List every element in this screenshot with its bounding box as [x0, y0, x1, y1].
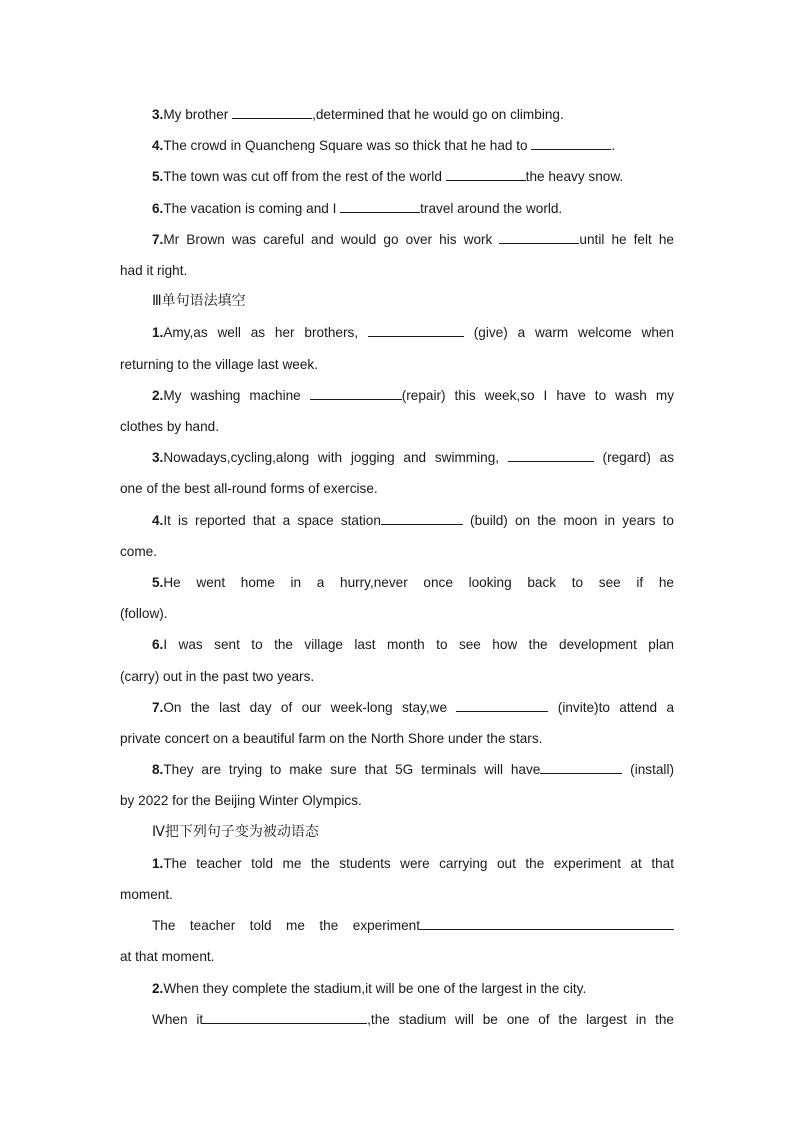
answer-blank[interactable] [232, 106, 312, 119]
question-text: (give) a warm welcome when [463, 325, 674, 341]
question-text: Nowadays,cycling,along with jogging and swimming, [163, 450, 508, 466]
answer-blank[interactable] [368, 324, 464, 337]
question-text: My brother [163, 107, 233, 122]
question-2-7 [120, 224, 674, 255]
question-3-2-cont: clothes by hand. [120, 419, 219, 435]
question-text: On the last day of our week-long stay,we [163, 699, 457, 715]
answer-text: ,the stadium will be one of the largest in the [367, 1011, 674, 1027]
question-text: He went home in a hurry,never once looking back to see if he [163, 575, 674, 591]
answer-4-1 [120, 910, 674, 941]
question-text: the heavy snow. [525, 169, 624, 185]
answer-blank[interactable] [456, 699, 548, 712]
answer-blank[interactable] [310, 387, 402, 400]
answer-blank[interactable] [340, 200, 420, 213]
question-text: Amy,as well as her brothers, [163, 325, 368, 341]
question-text: It is reported that a space station [163, 512, 381, 528]
section-3-heading: Ⅲ单句语法填空 [152, 293, 246, 310]
question-text: (repair) this week,so I have to wash my [401, 387, 674, 403]
question-3-2 [120, 380, 674, 411]
answer-blank[interactable] [540, 761, 622, 774]
question-text: When they complete the stadium,it will be one of the largest in the city. [163, 980, 587, 996]
question-number: 4. [152, 138, 164, 154]
question-text: (invite)to attend a [548, 699, 674, 715]
question-3-4-cont: come. [120, 543, 158, 559]
question-text: . [611, 138, 616, 154]
answer-blank[interactable] [508, 449, 594, 462]
question-number: 2. [152, 387, 164, 403]
question-3-8 [120, 754, 674, 785]
question-text: The teacher told me the students were carrying out the experiment at that [163, 855, 674, 871]
question-text: The crowd in Quancheng Square was so thick that he had to [163, 138, 532, 154]
question-text: (build) on the moon in years to [462, 512, 674, 528]
question-3-6-cont: (carry) out in the past two years. [120, 668, 315, 684]
question-2-3 [120, 99, 674, 130]
question-text: The town was cut off from the rest of the world [163, 169, 446, 185]
answer-blank[interactable] [285, 1011, 367, 1024]
question-text: (regard) as [593, 450, 674, 466]
question-number: 3. [152, 450, 164, 466]
question-text: I was sent to the village last month to see how the development plan [163, 637, 674, 653]
question-number: 1. [152, 855, 164, 871]
question-number: 7. [152, 231, 164, 247]
answer-blank[interactable] [531, 137, 611, 150]
question-3-7 [120, 692, 674, 723]
question-number: 3. [152, 107, 164, 122]
question-2-4 [120, 130, 674, 161]
answer-blank[interactable] [203, 1011, 285, 1024]
question-3-3 [120, 442, 674, 473]
question-4-1 [120, 848, 674, 879]
question-number: 5. [152, 169, 164, 185]
question-3-6 [120, 629, 674, 660]
question-number: 8. [152, 762, 164, 778]
question-2-5 [120, 161, 674, 192]
answer-blank[interactable] [498, 917, 674, 930]
question-3-1 [120, 317, 674, 348]
question-3-5 [120, 567, 674, 598]
answer-text: The teacher told me the experiment [152, 918, 420, 934]
answer-blank[interactable] [446, 168, 526, 181]
question-3-7-cont: private concert on a beautiful farm on the North Shore under the stars. [120, 731, 543, 747]
question-number: 5. [152, 575, 164, 591]
section-4-heading: Ⅳ把下列句子变为被动语态 [152, 823, 319, 840]
question-3-5-cont: (follow). [120, 606, 168, 622]
question-2-6 [120, 193, 674, 224]
question-text: until he felt he [579, 231, 674, 247]
question-text: Mr Brown was careful and would go over his work [163, 231, 500, 247]
answer-blank[interactable] [499, 231, 579, 244]
question-text: travel around the world. [420, 200, 563, 216]
question-number: 6. [152, 200, 164, 216]
answer-blank[interactable] [420, 917, 498, 930]
question-4-1-cont: moment. [120, 887, 173, 903]
question-text: (install) [622, 762, 674, 778]
question-text: My washing machine [163, 387, 310, 403]
question-text: ,determined that he would go on climbing. [312, 107, 564, 122]
question-3-8-cont: by 2022 for the Beijing Winter Olympics. [120, 793, 362, 809]
question-3-3-cont: one of the best all-round forms of exercise. [120, 481, 378, 497]
answer-4-1-cont: at that moment. [120, 949, 215, 965]
answer-blank[interactable] [381, 512, 463, 525]
answer-text: When it [152, 1011, 204, 1027]
question-3-4 [120, 505, 674, 536]
question-number: 2. [152, 980, 164, 996]
question-number: 6. [152, 637, 164, 653]
question-4-2 [120, 973, 674, 1004]
question-number: 4. [152, 512, 164, 528]
question-text: The vacation is coming and I [163, 200, 341, 216]
question-2-7-cont: had it right. [120, 263, 188, 279]
question-number: 1. [152, 325, 164, 341]
question-number: 7. [152, 699, 164, 715]
answer-4-2 [120, 1004, 674, 1035]
question-text: They are trying to make sure that 5G terminals will have [163, 762, 541, 778]
question-3-1-cont: returning to the village last week. [120, 356, 318, 372]
